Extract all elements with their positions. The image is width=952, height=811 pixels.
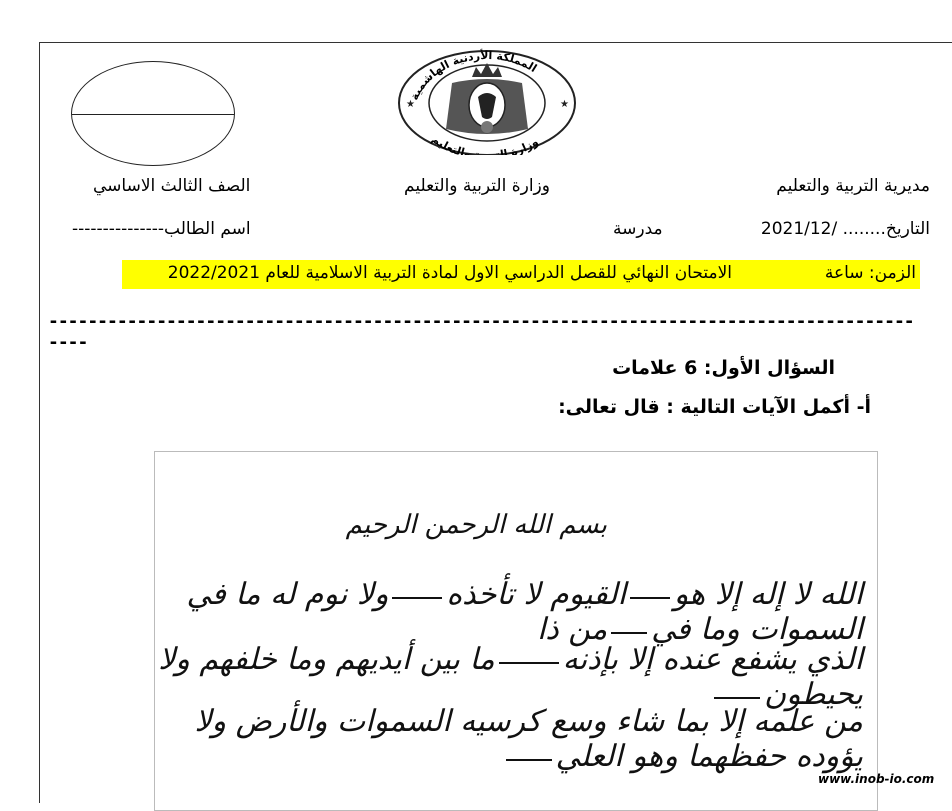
blank-6[interactable] <box>506 755 552 761</box>
directorate-label: مديرية التربية والتعليم <box>776 176 930 196</box>
exam-info-bar <box>122 260 920 289</box>
verse-3-part-a: من علمه إلا بما شاء وسع كرسيه السموات والأرض ولا يؤوده حفظهما وهو العلي <box>194 704 863 774</box>
svg-text:★: ★ <box>406 99 415 110</box>
basmala: بسم الله الرحمن الرحيم <box>345 510 607 540</box>
verse-1-part-b: القيوم لا تأخذه <box>446 577 626 612</box>
blank-1[interactable] <box>630 593 670 599</box>
grade-oval <box>71 61 235 166</box>
verse-line-1 <box>155 577 863 647</box>
emblem-arc-top: المملكة الأردنية الهاشمية <box>407 48 540 103</box>
verse-1-part-d: من ذا <box>537 612 608 647</box>
verses-image <box>154 451 878 811</box>
verse-2-part-b: ما بين أيديهم وما خلفهم ولا يحيطون <box>158 642 863 712</box>
svg-text:وزارة التربية والتعليم <box>429 132 540 155</box>
blank-3[interactable] <box>611 628 647 634</box>
grade-label: الصف الثالث الاساسي <box>93 176 251 196</box>
verse-1-part-a: الله لا إله إلا هو <box>673 577 863 612</box>
blank-2[interactable] <box>392 593 442 599</box>
blank-5[interactable] <box>714 693 760 699</box>
verse-1-part-c: ولا نوم له ما في السموات وما في <box>186 577 863 647</box>
svg-text:★: ★ <box>560 99 569 110</box>
oval-divider <box>72 114 234 115</box>
watermark: www.inob-io.com <box>818 772 935 786</box>
ministry-emblem <box>392 47 582 155</box>
verse-line-2 <box>155 642 863 712</box>
verse-2-part-a: الذي يشفع عنده إلا بإذنه <box>562 642 863 677</box>
emblem-arc-bottom: وزارة الت والتعليم <box>429 132 541 155</box>
exam-time-label: الزمن: ساعة <box>824 263 916 283</box>
student-name-label: اسم الطالب--------------- <box>72 219 251 239</box>
exam-title: الامتحان النهائي للقصل الدراسي الاول لمادة التربية الاسلامية للعام 2022/2021 <box>167 263 732 283</box>
blank-4[interactable] <box>499 658 559 664</box>
question-part-a: أ- أكمل الآيات التالية : قال تعالى: <box>558 396 871 418</box>
ministry-label: وزارة التربية والتعليم <box>404 176 550 196</box>
school-label: مدرسة <box>613 219 663 239</box>
separator-line: -------------------------------------------------------------------------------------------- <box>48 311 914 353</box>
question-title: السؤال الأول: 6 علامات <box>612 357 835 379</box>
date-label: التاريخ........ /2021/12 <box>760 219 930 239</box>
verse-line-3 <box>155 704 863 774</box>
